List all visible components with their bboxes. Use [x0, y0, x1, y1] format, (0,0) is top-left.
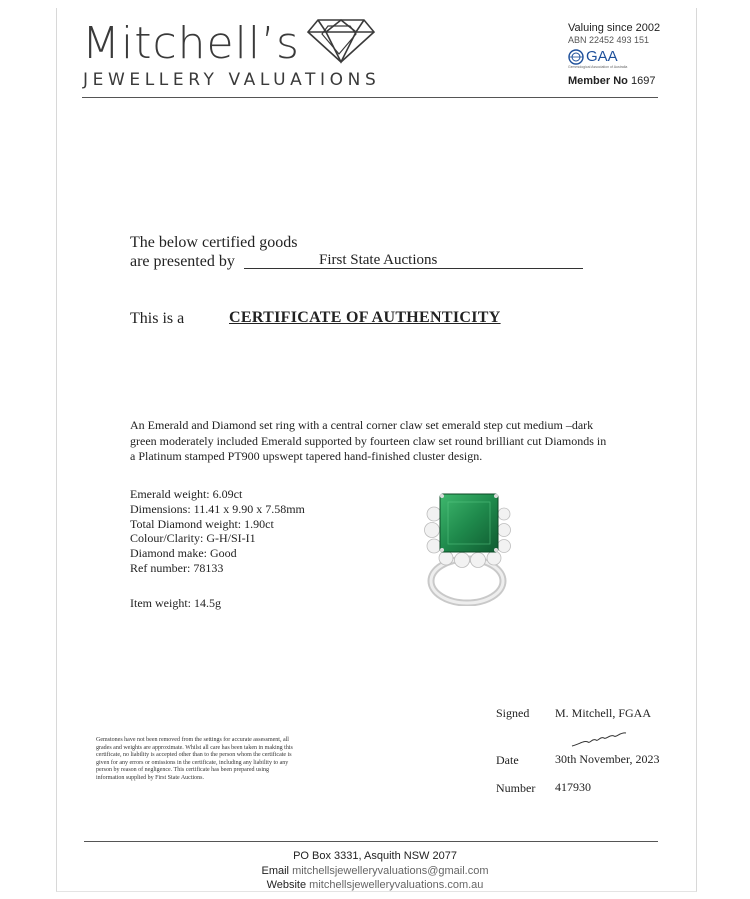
member-label: Member No	[568, 75, 628, 87]
number-label: Number	[496, 781, 536, 795]
item-weight: Item weight: 14.5g	[130, 596, 221, 610]
footer-website	[0, 879, 750, 891]
spec-diamond-make: Diamond make: Good	[130, 546, 237, 561]
website-label: Website	[266, 879, 307, 891]
intro-line-1: The below certified goods	[130, 234, 298, 251]
disclaimer-text: Gemstones have not been removed from the settings for accurate assessment, all grades and weights are approximate. Whilst all care has been taken in making this certificate, no liability is accepted other than to the person whom the certificate is given for any errors or omissions in the certificate, including any liability to any person by reason of negligence. This certificate has been prepared using information supplied by First State Auctions.	[96, 737, 293, 781]
member-number	[568, 75, 660, 87]
date-label: Date	[496, 753, 519, 767]
date-value: 30th November, 2023	[555, 752, 660, 766]
gaa-caption: Gemmological Association of Australia	[568, 65, 628, 69]
footer-address: PO Box 3331, Asquith NSW 2077	[293, 850, 457, 862]
signature-icon	[570, 730, 630, 750]
footer-divider	[84, 841, 658, 842]
intro-line-2: are presented by	[130, 253, 235, 270]
number-value: 417930	[555, 780, 591, 794]
gaa-globe-icon	[568, 49, 584, 65]
gaa-label: GAA	[586, 48, 618, 65]
email-link[interactable]: mitchellsjewelleryvaluations@gmail.com	[292, 865, 489, 877]
spec-colour-clarity: Colour/Clarity: G-H/SI-I1	[130, 531, 256, 546]
header-divider	[82, 97, 658, 98]
abn: ABN 22452 493 151	[568, 35, 650, 45]
signed-label: Signed	[496, 706, 530, 720]
brand-name: Mitchell’s	[82, 18, 300, 69]
specs-list	[130, 487, 305, 576]
gaa-badge	[568, 48, 660, 65]
spec-dimensions: Dimensions: 11.41 x 9.90 x 7.58mm	[130, 501, 305, 516]
certificate-prefix: This is a	[130, 310, 185, 327]
website-link[interactable]: mitchellsjewelleryvaluations.com.au	[309, 879, 484, 891]
spec-ref-number: Ref number: 78133	[130, 560, 224, 575]
ring-image	[412, 486, 522, 606]
brand-subtitle: JEWELLERY VALUATIONS	[83, 70, 381, 90]
footer-email	[0, 865, 750, 877]
valuing-since: Valuing since 2002	[568, 22, 661, 34]
header-info	[568, 22, 660, 87]
signed-value: M. Mitchell, FGAA	[555, 706, 651, 720]
spec-emerald-weight: Emerald weight: 6.09ct	[130, 487, 243, 501]
diamond-logo-icon	[306, 16, 376, 64]
certificate-title: CERTIFICATE OF AUTHENTICITY	[229, 309, 501, 326]
presenter-name: First State Auctions	[319, 252, 438, 268]
spec-diamond-weight: Total Diamond weight: 1.90ct	[130, 516, 274, 531]
item-description: An Emerald and Diamond set ring with a central corner claw set emerald step cut medium –dark green moderately included Emerald supported by fourteen claw set round brilliant cut Diamonds in a Platinum stamped PT900 upswept tapered hand-finished cluster design.	[130, 418, 607, 463]
email-label: Email	[261, 865, 290, 877]
member-value: 1697	[630, 75, 656, 87]
